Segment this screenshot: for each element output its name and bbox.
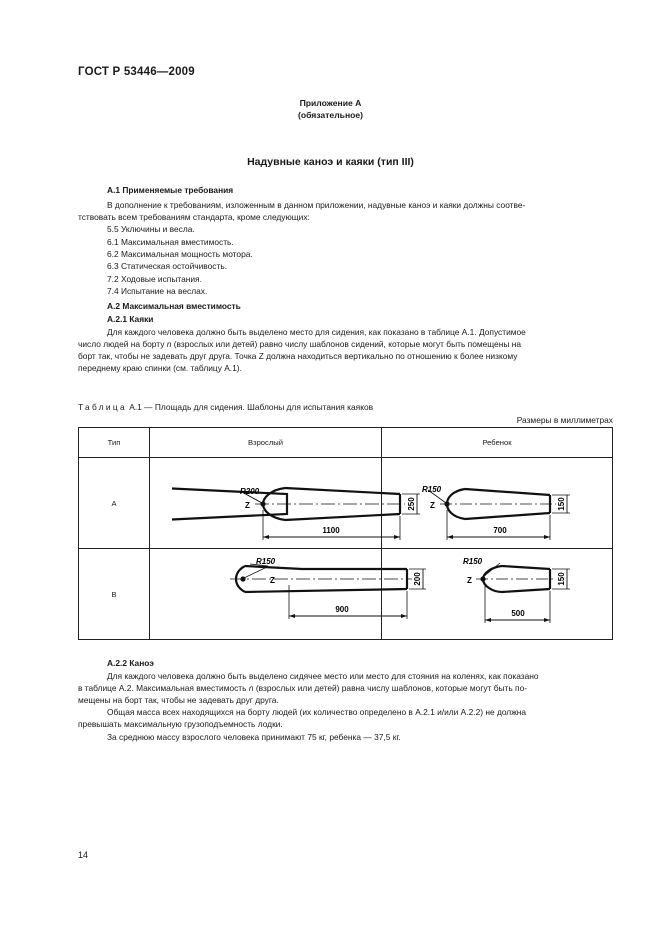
row-type-b: В	[79, 549, 150, 640]
template-drawing	[382, 458, 613, 548]
template-adult-b	[150, 549, 422, 640]
table-units: Размеры в миллиметрах	[516, 415, 613, 425]
header-type: Тип	[79, 428, 150, 458]
row-type-a: А	[79, 458, 150, 549]
a22-paragraph-line1: Для каждого человека должно быть выделено сидячее место или место для стояния на коленях, как показано	[107, 671, 539, 681]
point-label: Z	[245, 501, 250, 510]
table-row	[79, 458, 613, 549]
template-drawing	[382, 549, 613, 639]
height-label: 150	[557, 497, 566, 511]
a21-paragraph-line2: число людей на борту n (взрослых или детей) равно числу шаблонов сидений, которые могут быть помещены на	[78, 339, 521, 349]
list-item: 6.3 Статическая остойчивость.	[107, 261, 228, 271]
average-mass-paragraph: За среднюю массу взрослого человека принимают 75 кг, ребенка — 37,5 кг.	[107, 732, 401, 742]
table-row	[79, 549, 613, 640]
a21-paragraph-line1: Для каждого человека должно быть выделено место для сидения, как показано в таблице А.1. Допустимое	[107, 327, 526, 337]
header-adult: Взрослый	[150, 428, 382, 458]
point-label: Z	[430, 501, 435, 510]
a22-paragraph-line2: в таблице А.2. Максимальная вместимость n (взрослых или детей) равна числу шаблонов, которые могут быть по-	[78, 683, 528, 693]
mass-paragraph-line1: Общая масса всех находящихся на борту людей (их количество определено в А.2.1 и/или А.2.2) не должна	[107, 707, 527, 717]
point-label: Z	[270, 576, 275, 585]
mass-paragraph-line2: превышать максимальную грузоподъемность лодки.	[78, 719, 283, 729]
template-adult-a	[150, 458, 416, 549]
point-label: Z	[467, 576, 472, 585]
a1-intro-line2: тствовать всем требованиям стандарта, кроме следующих:	[78, 212, 310, 222]
height-label: 250	[407, 497, 416, 511]
annex-status: (обязательное)	[297, 110, 364, 120]
a21-paragraph-line4: переднему краю спинки (см. таблицу А.1).	[78, 363, 242, 373]
height-label: 200	[413, 572, 422, 586]
radius-label: R150	[256, 557, 276, 566]
table-header-row	[79, 428, 613, 458]
list-item: 6.2 Максимальная мощность мотора.	[107, 249, 253, 259]
annex-title: Приложение А	[299, 98, 362, 108]
radius-label: R200	[240, 487, 260, 496]
a21-heading: А.2.1 Каяки	[107, 314, 154, 324]
a1-intro-line1: В дополнение к требованиям, изложенным в данном приложении, надувные каноэ и каяки должны соотве-	[107, 200, 526, 210]
list-item: 6.1 Максимальная вместимость.	[107, 236, 234, 247]
template-drawing	[150, 549, 422, 639]
a22-heading: А.2.2 Каноэ	[107, 658, 154, 668]
a2-heading: А.2 Максимальная вместимость	[107, 301, 241, 311]
seat-template-table	[78, 427, 613, 640]
standard-number: ГОСТ Р 53446—2009	[78, 66, 195, 78]
length-label: 700	[493, 526, 507, 535]
a22-paragraph-line3: мещены на борт так, чтобы не задевать друг друга.	[78, 695, 279, 705]
section-title: Надувные каноэ и каяки (тип III)	[247, 156, 414, 168]
length-label: 900	[335, 605, 349, 614]
length-label: 1100	[322, 526, 340, 535]
a21-paragraph-line3: борт так, чтобы не задевать друг друга. Точка Z должна находиться вертикально по отношению к более низкому	[78, 351, 518, 361]
radius-label: R150	[422, 485, 442, 494]
radius-label: R150	[463, 557, 483, 566]
height-label: 150	[557, 572, 566, 586]
a1-heading: А.1 Применяемые требования	[107, 185, 234, 195]
list-item: 7.2 Ходовые испытания.	[107, 273, 202, 284]
list-item: 5.5 Уключины и весла.	[107, 224, 195, 234]
length-label: 500	[511, 609, 525, 618]
page-number: 14	[78, 850, 89, 860]
template-drawing	[150, 458, 416, 548]
template-child-a	[382, 458, 613, 549]
list-item: 7.4 Испытание на веслах.	[107, 285, 208, 296]
template-child-b	[382, 549, 613, 640]
header-child: Ребенок	[382, 428, 613, 458]
table-caption: Таблица А.1 — Площадь для сидения. Шаблоны для испытания каяков	[78, 402, 374, 412]
